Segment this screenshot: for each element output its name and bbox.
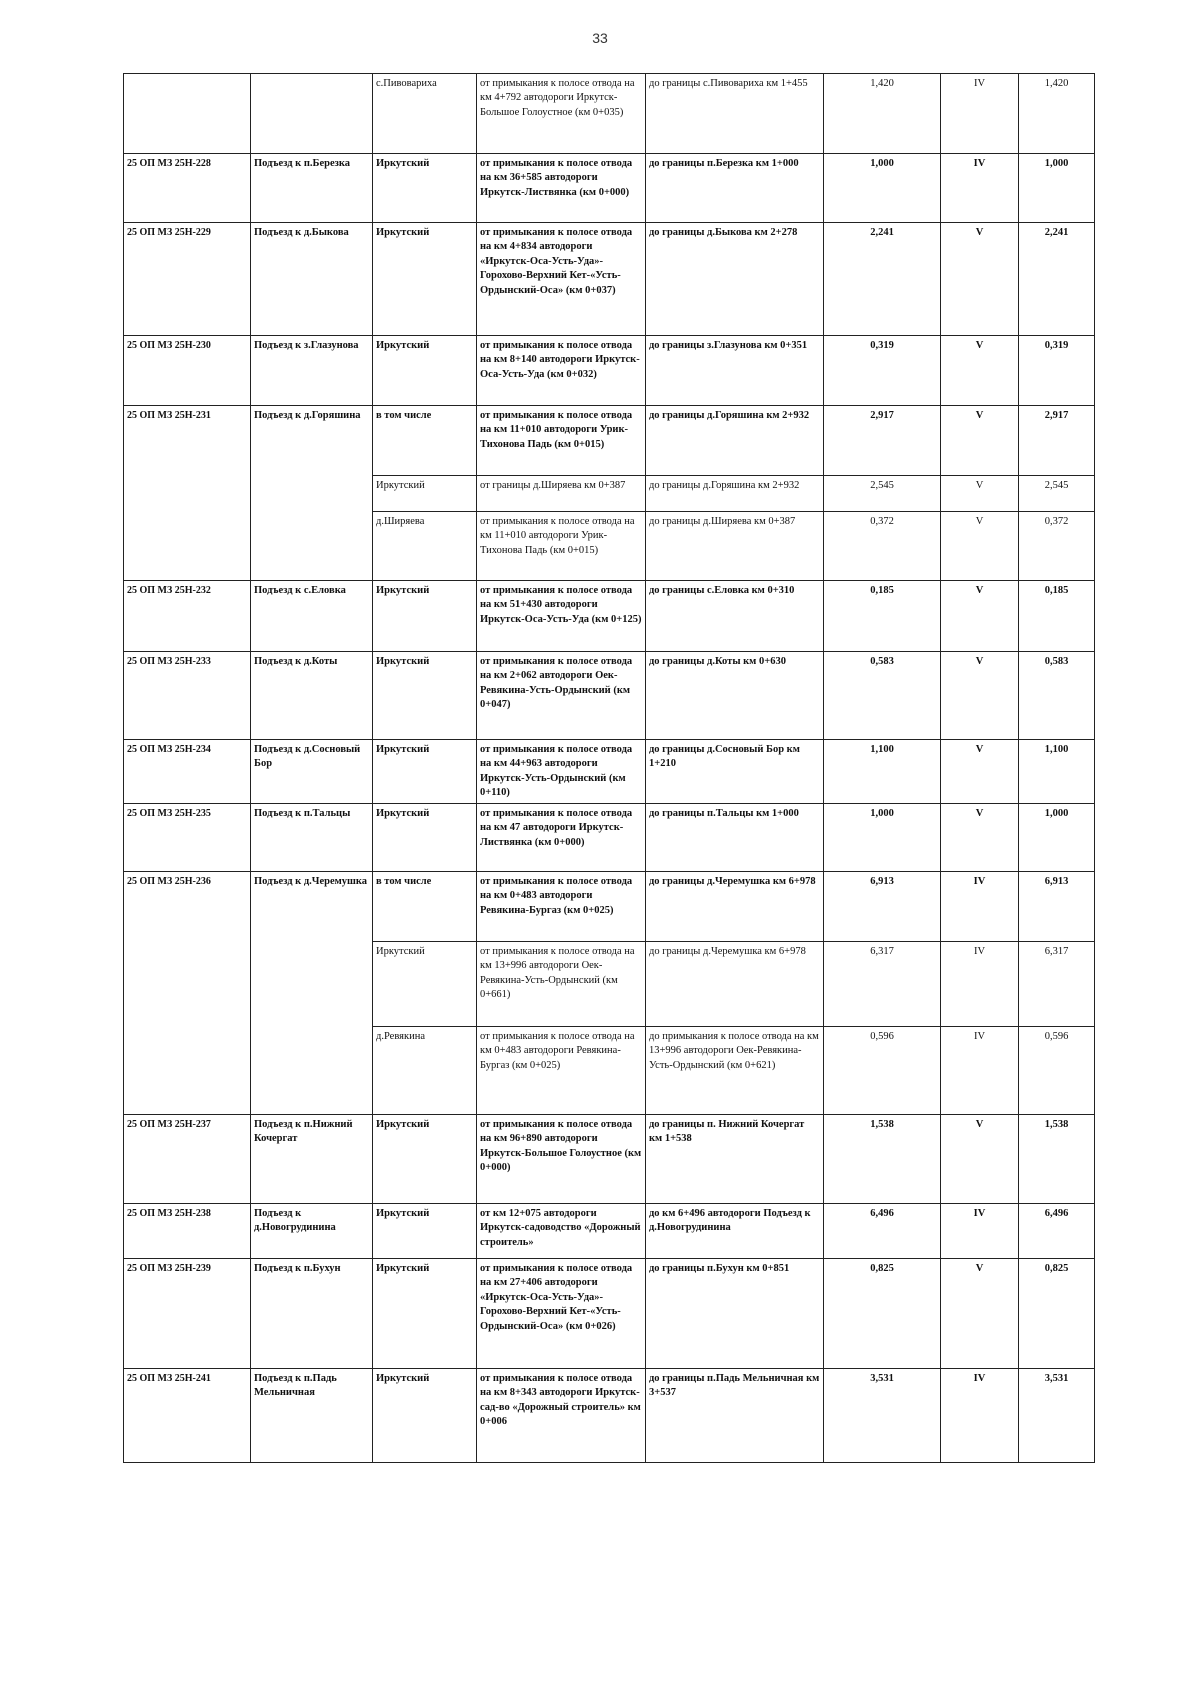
total-length-cell: 0,825 (1019, 1258, 1095, 1368)
length-cell: 0,319 (824, 336, 941, 406)
road-name-cell: Подъезд к п.Нижний Кочергат (251, 1114, 373, 1203)
page-number: 33 (592, 30, 608, 46)
length-cell: 2,545 (824, 476, 941, 512)
district-cell: Иркутский (373, 1114, 477, 1203)
length-cell: 1,000 (824, 154, 941, 223)
length-cell: 2,917 (824, 406, 941, 476)
district-cell: с.Пивовариха (373, 74, 477, 154)
total-length-cell: 2,917 (1019, 406, 1095, 476)
road-code-cell: 25 ОП МЗ 25Н-228 (124, 154, 251, 223)
district-cell: Иркутский (373, 476, 477, 512)
district-cell: Иркутский (373, 1258, 477, 1368)
road-name-cell: Подъезд к д.Быкова (251, 223, 373, 336)
table-row (124, 336, 1095, 406)
district-cell: Иркутский (373, 652, 477, 740)
start-point-cell: от примыкания к полосе отвода на км 51+430 автодороги Иркутск-Оса-Усть-Уда (км 0+125) (477, 581, 646, 652)
start-point-cell: от границы д.Ширяева км 0+387 (477, 476, 646, 512)
table-row (124, 652, 1095, 740)
total-length-cell: 6,913 (1019, 871, 1095, 941)
total-length-cell: 1,000 (1019, 154, 1095, 223)
road-code-cell: 25 ОП МЗ 25Н-237 (124, 1114, 251, 1203)
start-point-cell: от примыкания к полосе отвода на км 4+792 автодороги Иркутск-Большое Голоустное (км 0+035) (477, 74, 646, 154)
category-cell: IV (941, 871, 1019, 941)
district-cell: Иркутский (373, 1203, 477, 1258)
start-point-cell: от примыкания к полосе отвода на км 0+483 автодороги Ревякина-Бургаз (км 0+025) (477, 1026, 646, 1114)
category-cell: IV (941, 74, 1019, 154)
end-point-cell: до границы п.Падь Мельничная км 3+537 (646, 1368, 824, 1462)
total-length-cell: 2,241 (1019, 223, 1095, 336)
start-point-cell: от примыкания к полосе отвода на км 27+406 автодороги «Иркутск-Оса-Усть-Уда»-Горохово-Верхний Кет-«Усть-Ордынский-Оса» (км 0+026) (477, 1258, 646, 1368)
total-length-cell: 1,420 (1019, 74, 1095, 154)
road-code-cell: 25 ОП МЗ 25Н-241 (124, 1368, 251, 1462)
category-cell: V (941, 476, 1019, 512)
district-cell: д.Ширяева (373, 512, 477, 581)
total-length-cell: 0,583 (1019, 652, 1095, 740)
length-cell: 1,100 (824, 740, 941, 804)
district-cell: Иркутский (373, 154, 477, 223)
district-cell: в том числе (373, 871, 477, 941)
start-point-cell: от примыкания к полосе отвода на км 2+062 автодороги Оек-Ревякина-Усть-Ордынский (км 0+047) (477, 652, 646, 740)
length-cell: 0,596 (824, 1026, 941, 1114)
road-code-cell: 25 ОП МЗ 25Н-234 (124, 740, 251, 804)
table-row (124, 803, 1095, 871)
road-name-cell: Подъезд к п.Падь Мельничная (251, 1368, 373, 1462)
district-cell: Иркутский (373, 740, 477, 804)
category-cell: V (941, 1258, 1019, 1368)
road-code-cell: 25 ОП МЗ 25Н-229 (124, 223, 251, 336)
category-cell: IV (941, 1026, 1019, 1114)
category-cell: V (941, 223, 1019, 336)
table-row (124, 74, 1095, 154)
total-length-cell: 1,000 (1019, 803, 1095, 871)
category-cell: V (941, 581, 1019, 652)
end-point-cell: до границы д.Черемушка км 6+978 (646, 871, 824, 941)
road-name-cell: Подъезд к п.Тальцы (251, 803, 373, 871)
end-point-cell: до границы д.Черемушка км 6+978 (646, 941, 824, 1026)
category-cell: IV (941, 154, 1019, 223)
start-point-cell: от примыкания к полосе отвода на км 4+834 автодороги «Иркутск-Оса-Усть-Уда»-Горохово-Верхний Кет-«Усть-Ордынский-Оса» (км 0+037) (477, 223, 646, 336)
total-length-cell: 6,496 (1019, 1203, 1095, 1258)
table-row (124, 740, 1095, 804)
start-point-cell: от примыкания к полосе отвода на км 96+890 автодороги Иркутск-Большое Голоустное (км 0+000) (477, 1114, 646, 1203)
length-cell: 0,185 (824, 581, 941, 652)
table-row (124, 1203, 1095, 1258)
start-point-cell: от примыкания к полосе отвода на км 13+996 автодороги Оек-Ревякина-Усть-Ордынский (км 0+661) (477, 941, 646, 1026)
road-name-cell: Подъезд к д.Новогрудинина (251, 1203, 373, 1258)
table-row (124, 154, 1095, 223)
length-cell: 0,825 (824, 1258, 941, 1368)
total-length-cell: 1,100 (1019, 740, 1095, 804)
category-cell: V (941, 652, 1019, 740)
length-cell: 1,420 (824, 74, 941, 154)
length-cell: 3,531 (824, 1368, 941, 1462)
road-name-cell: Подъезд к д.Коты (251, 652, 373, 740)
table-row (124, 406, 1095, 476)
end-point-cell: до границы с.Пивовариха км 1+455 (646, 74, 824, 154)
district-cell: д.Ревякина (373, 1026, 477, 1114)
end-point-cell: до км 6+496 автодороги Подъезд к д.Новогрудинина (646, 1203, 824, 1258)
end-point-cell: до примыкания к полосе отвода на км 13+996 автодороги Оек-Ревякина-Усть-Ордынский (км 0+621) (646, 1026, 824, 1114)
road-code-cell: 25 ОП МЗ 25Н-230 (124, 336, 251, 406)
road-code-cell: 25 ОП МЗ 25Н-232 (124, 581, 251, 652)
category-cell: IV (941, 1368, 1019, 1462)
length-cell: 1,000 (824, 803, 941, 871)
start-point-cell: от примыкания к полосе отвода на км 11+010 автодороги Урик-Тихонова Падь (км 0+015) (477, 406, 646, 476)
road-code-cell: 25 ОП МЗ 25Н-239 (124, 1258, 251, 1368)
total-length-cell: 1,538 (1019, 1114, 1095, 1203)
road-name-cell: Подъезд к п.Березка (251, 154, 373, 223)
length-cell: 1,538 (824, 1114, 941, 1203)
road-name-cell: Подъезд к п.Бухун (251, 1258, 373, 1368)
end-point-cell: до границы п.Бухун км 0+851 (646, 1258, 824, 1368)
start-point-cell: от примыкания к полосе отвода на км 0+483 автодороги Ревякина-Бургаз (км 0+025) (477, 871, 646, 941)
total-length-cell: 3,531 (1019, 1368, 1095, 1462)
road-code-cell (124, 74, 251, 154)
road-code-cell: 25 ОП МЗ 25Н-231 (124, 406, 251, 581)
district-cell: Иркутский (373, 581, 477, 652)
district-cell: Иркутский (373, 941, 477, 1026)
road-code-cell: 25 ОП МЗ 25Н-233 (124, 652, 251, 740)
category-cell: V (941, 1114, 1019, 1203)
start-point-cell: от примыкания к полосе отвода на км 44+963 автодороги Иркутск-Усть-Ордынский (км 0+110) (477, 740, 646, 804)
road-name-cell: Подъезд к з.Глазунова (251, 336, 373, 406)
road-name-cell (251, 74, 373, 154)
start-point-cell: от примыкания к полосе отвода на км 36+585 автодороги Иркутск-Листвянка (км 0+000) (477, 154, 646, 223)
total-length-cell: 0,372 (1019, 512, 1095, 581)
end-point-cell: до границы д.Быкова км 2+278 (646, 223, 824, 336)
end-point-cell: до границы д.Горяшина км 2+932 (646, 476, 824, 512)
table-row (124, 871, 1095, 941)
category-cell: V (941, 336, 1019, 406)
start-point-cell: от примыкания к полосе отвода на км 11+010 автодороги Урик-Тихонова Падь (км 0+015) (477, 512, 646, 581)
category-cell: IV (941, 941, 1019, 1026)
road-code-cell: 25 ОП МЗ 25Н-236 (124, 871, 251, 1114)
table-row (124, 1258, 1095, 1368)
road-name-cell: Подъезд к д.Сосновый Бор (251, 740, 373, 804)
start-point-cell: от примыкания к полосе отвода на км 47 автодороги Иркутск-Листвянка (км 0+000) (477, 803, 646, 871)
category-cell: V (941, 406, 1019, 476)
start-point-cell: от примыкания к полосе отвода на км 8+343 автодороги Иркутск-сад-во «Дорожный строитель» км 0+006 (477, 1368, 646, 1462)
category-cell: V (941, 512, 1019, 581)
district-cell: в том числе (373, 406, 477, 476)
table-row (124, 1368, 1095, 1462)
table-row (124, 581, 1095, 652)
road-code-cell: 25 ОП МЗ 25Н-238 (124, 1203, 251, 1258)
length-cell: 6,496 (824, 1203, 941, 1258)
total-length-cell: 2,545 (1019, 476, 1095, 512)
start-point-cell: от км 12+075 автодороги Иркутск-садоводство «Дорожный строитель» (477, 1203, 646, 1258)
category-cell: V (941, 803, 1019, 871)
end-point-cell: до границы п.Березка км 1+000 (646, 154, 824, 223)
end-point-cell: до границы д.Ширяева км 0+387 (646, 512, 824, 581)
total-length-cell: 0,185 (1019, 581, 1095, 652)
end-point-cell: до границы п.Тальцы км 1+000 (646, 803, 824, 871)
road-name-cell: Подъезд к д.Горяшина (251, 406, 373, 581)
end-point-cell: до границы п. Нижний Кочергат км 1+538 (646, 1114, 824, 1203)
district-cell: Иркутский (373, 1368, 477, 1462)
table-body (124, 74, 1095, 1463)
road-name-cell: Подъезд к д.Черемушка (251, 871, 373, 1114)
total-length-cell: 0,596 (1019, 1026, 1095, 1114)
road-code-cell: 25 ОП МЗ 25Н-235 (124, 803, 251, 871)
total-length-cell: 6,317 (1019, 941, 1095, 1026)
length-cell: 6,913 (824, 871, 941, 941)
category-cell: IV (941, 1203, 1019, 1258)
end-point-cell: до границы д.Коты км 0+630 (646, 652, 824, 740)
table-row (124, 1114, 1095, 1203)
road-name-cell: Подъезд к с.Еловка (251, 581, 373, 652)
length-cell: 6,317 (824, 941, 941, 1026)
start-point-cell: от примыкания к полосе отвода на км 8+140 автодороги Иркутск-Оса-Усть-Уда (км 0+032) (477, 336, 646, 406)
roads-table (123, 73, 1095, 1463)
end-point-cell: до границы д.Горяшина км 2+932 (646, 406, 824, 476)
length-cell: 0,583 (824, 652, 941, 740)
district-cell: Иркутский (373, 223, 477, 336)
end-point-cell: до границы з.Глазунова км 0+351 (646, 336, 824, 406)
end-point-cell: до границы д.Сосновый Бор км 1+210 (646, 740, 824, 804)
category-cell: V (941, 740, 1019, 804)
district-cell: Иркутский (373, 336, 477, 406)
total-length-cell: 0,319 (1019, 336, 1095, 406)
table-row (124, 223, 1095, 336)
district-cell: Иркутский (373, 803, 477, 871)
end-point-cell: до границы с.Еловка км 0+310 (646, 581, 824, 652)
length-cell: 2,241 (824, 223, 941, 336)
length-cell: 0,372 (824, 512, 941, 581)
